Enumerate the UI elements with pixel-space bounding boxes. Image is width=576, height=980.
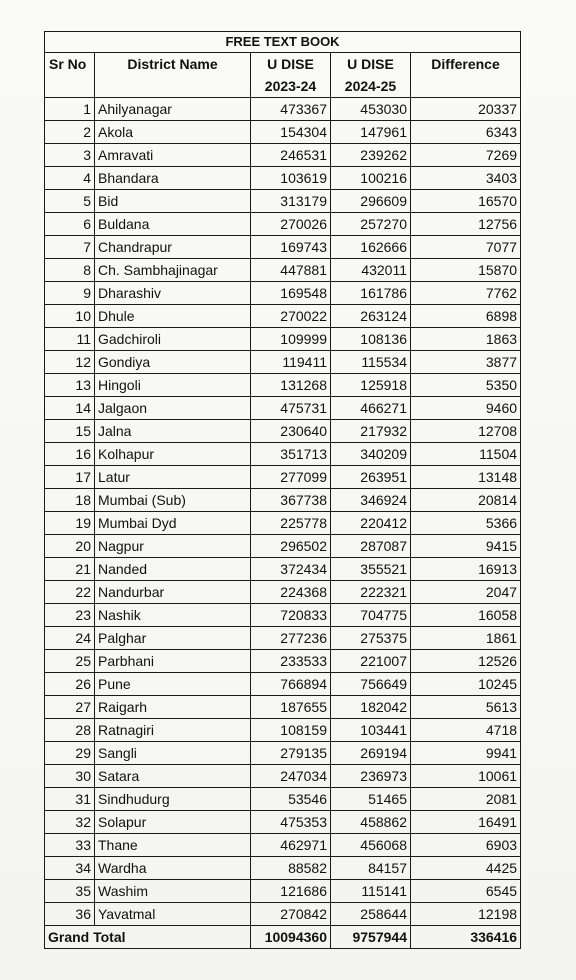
table-row — [45, 374, 521, 397]
sr-no-cell: 29 — [45, 742, 95, 765]
table-row — [45, 259, 521, 282]
udise-2023-24-cell: 88582 — [251, 857, 331, 880]
sr-no-cell: 4 — [45, 167, 95, 190]
district-name-cell: Dhule — [95, 305, 251, 328]
district-name-cell: Washim — [95, 880, 251, 903]
district-name-cell: Amravati — [95, 144, 251, 167]
table-body — [45, 98, 521, 926]
difference-cell: 16058 — [411, 604, 521, 627]
udise-2024-25-cell: 217932 — [331, 420, 411, 443]
district-name-cell: Ch. Sambhajinagar — [95, 259, 251, 282]
table-row — [45, 213, 521, 236]
difference-cell: 3877 — [411, 351, 521, 374]
difference-cell: 11504 — [411, 443, 521, 466]
table-row — [45, 236, 521, 259]
grand-total-2024-25: 9757944 — [331, 926, 411, 949]
udise-2024-25-cell: 220412 — [331, 512, 411, 535]
sr-no-cell: 32 — [45, 811, 95, 834]
udise-2023-24-cell: 109999 — [251, 328, 331, 351]
sr-no-cell: 36 — [45, 903, 95, 926]
udise-2023-24-cell: 131268 — [251, 374, 331, 397]
table-row — [45, 443, 521, 466]
udise-2024-25-cell: 257270 — [331, 213, 411, 236]
district-name-cell: Nanded — [95, 558, 251, 581]
table-row — [45, 98, 521, 121]
free-text-book-table — [44, 31, 521, 949]
udise-2023-24-cell: 447881 — [251, 259, 331, 282]
district-name-cell: Nandurbar — [95, 581, 251, 604]
table-row — [45, 673, 521, 696]
udise-2024-25-cell: 108136 — [331, 328, 411, 351]
district-name-cell: Bhandara — [95, 167, 251, 190]
difference-cell: 9415 — [411, 535, 521, 558]
sr-no-cell: 17 — [45, 466, 95, 489]
udise-2024-25-cell: 340209 — [331, 443, 411, 466]
table-row — [45, 144, 521, 167]
district-name-cell: Dharashiv — [95, 282, 251, 305]
difference-cell: 16570 — [411, 190, 521, 213]
sr-no-cell: 24 — [45, 627, 95, 650]
sr-no-cell: 22 — [45, 581, 95, 604]
table-row — [45, 328, 521, 351]
difference-cell: 5366 — [411, 512, 521, 535]
udise-2024-25-cell: 263951 — [331, 466, 411, 489]
district-name-cell: Sindhudurg — [95, 788, 251, 811]
difference-cell: 6903 — [411, 834, 521, 857]
sr-no-cell: 23 — [45, 604, 95, 627]
sr-no-cell: 10 — [45, 305, 95, 328]
table-row — [45, 719, 521, 742]
difference-cell: 16491 — [411, 811, 521, 834]
district-name-cell: Thane — [95, 834, 251, 857]
table-row — [45, 604, 521, 627]
difference-cell: 2081 — [411, 788, 521, 811]
udise-2024-25-cell: 453030 — [331, 98, 411, 121]
district-name-cell: Buldana — [95, 213, 251, 236]
table-row — [45, 466, 521, 489]
table-row — [45, 397, 521, 420]
difference-cell: 2047 — [411, 581, 521, 604]
difference-cell: 1863 — [411, 328, 521, 351]
table-row — [45, 627, 521, 650]
difference-cell: 6545 — [411, 880, 521, 903]
udise-2024-25-cell: 287087 — [331, 535, 411, 558]
sr-no-cell: 33 — [45, 834, 95, 857]
district-name-cell: Chandrapur — [95, 236, 251, 259]
udise-2023-24-cell: 233533 — [251, 650, 331, 673]
udise-2024-25-cell: 125918 — [331, 374, 411, 397]
udise-2023-24-cell: 296502 — [251, 535, 331, 558]
grand-total-row — [45, 926, 521, 949]
sr-no-cell: 20 — [45, 535, 95, 558]
table-row — [45, 558, 521, 581]
table-row — [45, 167, 521, 190]
difference-cell: 12756 — [411, 213, 521, 236]
difference-cell: 7762 — [411, 282, 521, 305]
udise-2024-25-cell: 182042 — [331, 696, 411, 719]
difference-cell: 10061 — [411, 765, 521, 788]
sr-no-cell: 35 — [45, 880, 95, 903]
udise-2023-24-cell: 119411 — [251, 351, 331, 374]
table-row — [45, 811, 521, 834]
district-name-cell: Wardha — [95, 857, 251, 880]
sr-no-cell: 18 — [45, 489, 95, 512]
udise-2023-24-cell: 475731 — [251, 397, 331, 420]
difference-cell: 7269 — [411, 144, 521, 167]
udise-2023-24-cell: 230640 — [251, 420, 331, 443]
district-name-cell: Palghar — [95, 627, 251, 650]
difference-cell: 15870 — [411, 259, 521, 282]
udise-2023-24-cell: 225778 — [251, 512, 331, 535]
udise-2023-24-cell: 475353 — [251, 811, 331, 834]
difference-cell: 4718 — [411, 719, 521, 742]
grand-total-label: Grand Total — [45, 926, 251, 949]
difference-cell: 9460 — [411, 397, 521, 420]
district-name-cell: Parbhani — [95, 650, 251, 673]
udise-2023-24-cell: 247034 — [251, 765, 331, 788]
district-name-cell: Pune — [95, 673, 251, 696]
udise-2023-24-cell: 279135 — [251, 742, 331, 765]
grand-total-difference: 336416 — [411, 926, 521, 949]
sr-no-cell: 13 — [45, 374, 95, 397]
udise-2024-25-cell: 51465 — [331, 788, 411, 811]
district-name-cell: Akola — [95, 121, 251, 144]
difference-cell: 5350 — [411, 374, 521, 397]
sr-no-cell: 26 — [45, 673, 95, 696]
udise-2023-24-cell: 720833 — [251, 604, 331, 627]
udise-2024-25-cell: 258644 — [331, 903, 411, 926]
sr-no-cell: 5 — [45, 190, 95, 213]
udise-2023-24-cell: 270026 — [251, 213, 331, 236]
district-name-cell: Kolhapur — [95, 443, 251, 466]
district-name-cell: Ahilyanagar — [95, 98, 251, 121]
udise-2024-25-cell: 756649 — [331, 673, 411, 696]
district-name-cell: Nashik — [95, 604, 251, 627]
table-row — [45, 857, 521, 880]
udise-2024-25-cell: 162666 — [331, 236, 411, 259]
table-row — [45, 282, 521, 305]
sr-no-cell: 21 — [45, 558, 95, 581]
table-row — [45, 512, 521, 535]
district-name-cell: Satara — [95, 765, 251, 788]
table-row — [45, 121, 521, 144]
udise-2024-25-cell: 115534 — [331, 351, 411, 374]
udise-2023-24-cell: 270022 — [251, 305, 331, 328]
table-row — [45, 420, 521, 443]
udise-2023-24-cell: 367738 — [251, 489, 331, 512]
district-name-cell: Nagpur — [95, 535, 251, 558]
udise-2023-24-cell: 473367 — [251, 98, 331, 121]
district-name-cell: Sangli — [95, 742, 251, 765]
udise-2024-25-cell: 456068 — [331, 834, 411, 857]
udise-2023-24-cell: 246531 — [251, 144, 331, 167]
udise-2024-25-cell: 466271 — [331, 397, 411, 420]
district-name-cell: Solapur — [95, 811, 251, 834]
grand-total-2023-24: 10094360 — [251, 926, 331, 949]
udise-2024-25-cell: 296609 — [331, 190, 411, 213]
difference-cell: 6343 — [411, 121, 521, 144]
district-name-cell: Jalgaon — [95, 397, 251, 420]
table-row — [45, 880, 521, 903]
udise-2023-24-cell: 169743 — [251, 236, 331, 259]
district-name-cell: Yavatmal — [95, 903, 251, 926]
difference-cell: 4425 — [411, 857, 521, 880]
udise-2024-25-cell: 147961 — [331, 121, 411, 144]
table-row — [45, 351, 521, 374]
header-udise-2023-24: U DISE 2023-24 — [251, 53, 331, 98]
table-row — [45, 903, 521, 926]
sr-no-cell: 30 — [45, 765, 95, 788]
udise-2024-25-cell: 239262 — [331, 144, 411, 167]
table-row — [45, 581, 521, 604]
udise-2023-24-cell: 462971 — [251, 834, 331, 857]
sr-no-cell: 1 — [45, 98, 95, 121]
table-row — [45, 696, 521, 719]
table-row — [45, 788, 521, 811]
udise-2023-24-cell: 169548 — [251, 282, 331, 305]
udise-2023-24-cell: 187655 — [251, 696, 331, 719]
table-row — [45, 742, 521, 765]
udise-2024-25-cell: 236973 — [331, 765, 411, 788]
header-difference: Difference — [411, 53, 521, 98]
udise-2023-24-cell: 313179 — [251, 190, 331, 213]
sr-no-cell: 14 — [45, 397, 95, 420]
table-row — [45, 190, 521, 213]
udise-2023-24-cell: 277236 — [251, 627, 331, 650]
sr-no-cell: 15 — [45, 420, 95, 443]
udise-2023-24-cell: 103619 — [251, 167, 331, 190]
sr-no-cell: 27 — [45, 696, 95, 719]
table-row — [45, 535, 521, 558]
sr-no-cell: 28 — [45, 719, 95, 742]
sr-no-cell: 34 — [45, 857, 95, 880]
sr-no-cell: 19 — [45, 512, 95, 535]
district-name-cell: Mumbai Dyd — [95, 512, 251, 535]
sr-no-cell: 11 — [45, 328, 95, 351]
difference-cell: 20814 — [411, 489, 521, 512]
udise-2024-25-cell: 346924 — [331, 489, 411, 512]
udise-2024-25-cell: 704775 — [331, 604, 411, 627]
difference-cell: 13148 — [411, 466, 521, 489]
udise-2024-25-cell: 269194 — [331, 742, 411, 765]
udise-2024-25-cell: 263124 — [331, 305, 411, 328]
udise-2023-24-cell: 108159 — [251, 719, 331, 742]
sr-no-cell: 7 — [45, 236, 95, 259]
header-udise-2024-25: U DISE 2024-25 — [331, 53, 411, 98]
udise-2023-24-cell: 121686 — [251, 880, 331, 903]
udise-2024-25-cell: 115141 — [331, 880, 411, 903]
sr-no-cell: 6 — [45, 213, 95, 236]
district-name-cell: Mumbai (Sub) — [95, 489, 251, 512]
sr-no-cell: 3 — [45, 144, 95, 167]
difference-cell: 6898 — [411, 305, 521, 328]
sr-no-cell: 9 — [45, 282, 95, 305]
header-sr-no: Sr No — [45, 53, 95, 98]
table-row — [45, 834, 521, 857]
district-name-cell: Jalna — [95, 420, 251, 443]
udise-2024-25-cell: 100216 — [331, 167, 411, 190]
udise-2023-24-cell: 270842 — [251, 903, 331, 926]
udise-2023-24-cell: 154304 — [251, 121, 331, 144]
udise-2024-25-cell: 84157 — [331, 857, 411, 880]
table-row — [45, 650, 521, 673]
district-name-cell: Gadchiroli — [95, 328, 251, 351]
udise-2023-24-cell: 53546 — [251, 788, 331, 811]
sr-no-cell: 25 — [45, 650, 95, 673]
udise-2023-24-cell: 224368 — [251, 581, 331, 604]
district-name-cell: Raigarh — [95, 696, 251, 719]
difference-cell: 5613 — [411, 696, 521, 719]
difference-cell: 3403 — [411, 167, 521, 190]
udise-2024-25-cell: 161786 — [331, 282, 411, 305]
udise-2024-25-cell: 458862 — [331, 811, 411, 834]
header-district-name: District Name — [95, 53, 251, 98]
difference-cell: 1861 — [411, 627, 521, 650]
udise-2024-25-cell: 222321 — [331, 581, 411, 604]
udise-2023-24-cell: 277099 — [251, 466, 331, 489]
table-row — [45, 305, 521, 328]
sr-no-cell: 16 — [45, 443, 95, 466]
udise-2023-24-cell: 351713 — [251, 443, 331, 466]
table-title: FREE TEXT BOOK — [45, 32, 521, 53]
difference-cell: 12198 — [411, 903, 521, 926]
udise-2024-25-cell: 221007 — [331, 650, 411, 673]
udise-2024-25-cell: 275375 — [331, 627, 411, 650]
table-row — [45, 765, 521, 788]
district-name-cell: Latur — [95, 466, 251, 489]
difference-cell: 9941 — [411, 742, 521, 765]
sr-no-cell: 2 — [45, 121, 95, 144]
district-name-cell: Gondiya — [95, 351, 251, 374]
difference-cell: 20337 — [411, 98, 521, 121]
difference-cell: 12526 — [411, 650, 521, 673]
udise-2023-24-cell: 766894 — [251, 673, 331, 696]
district-name-cell: Ratnagiri — [95, 719, 251, 742]
difference-cell: 7077 — [411, 236, 521, 259]
sr-no-cell: 31 — [45, 788, 95, 811]
district-name-cell: Hingoli — [95, 374, 251, 397]
udise-2024-25-cell: 103441 — [331, 719, 411, 742]
difference-cell: 10245 — [411, 673, 521, 696]
difference-cell: 16913 — [411, 558, 521, 581]
sr-no-cell: 12 — [45, 351, 95, 374]
udise-2024-25-cell: 355521 — [331, 558, 411, 581]
difference-cell: 12708 — [411, 420, 521, 443]
district-name-cell: Bid — [95, 190, 251, 213]
udise-2024-25-cell: 432011 — [331, 259, 411, 282]
table-row — [45, 489, 521, 512]
udise-2023-24-cell: 372434 — [251, 558, 331, 581]
sr-no-cell: 8 — [45, 259, 95, 282]
